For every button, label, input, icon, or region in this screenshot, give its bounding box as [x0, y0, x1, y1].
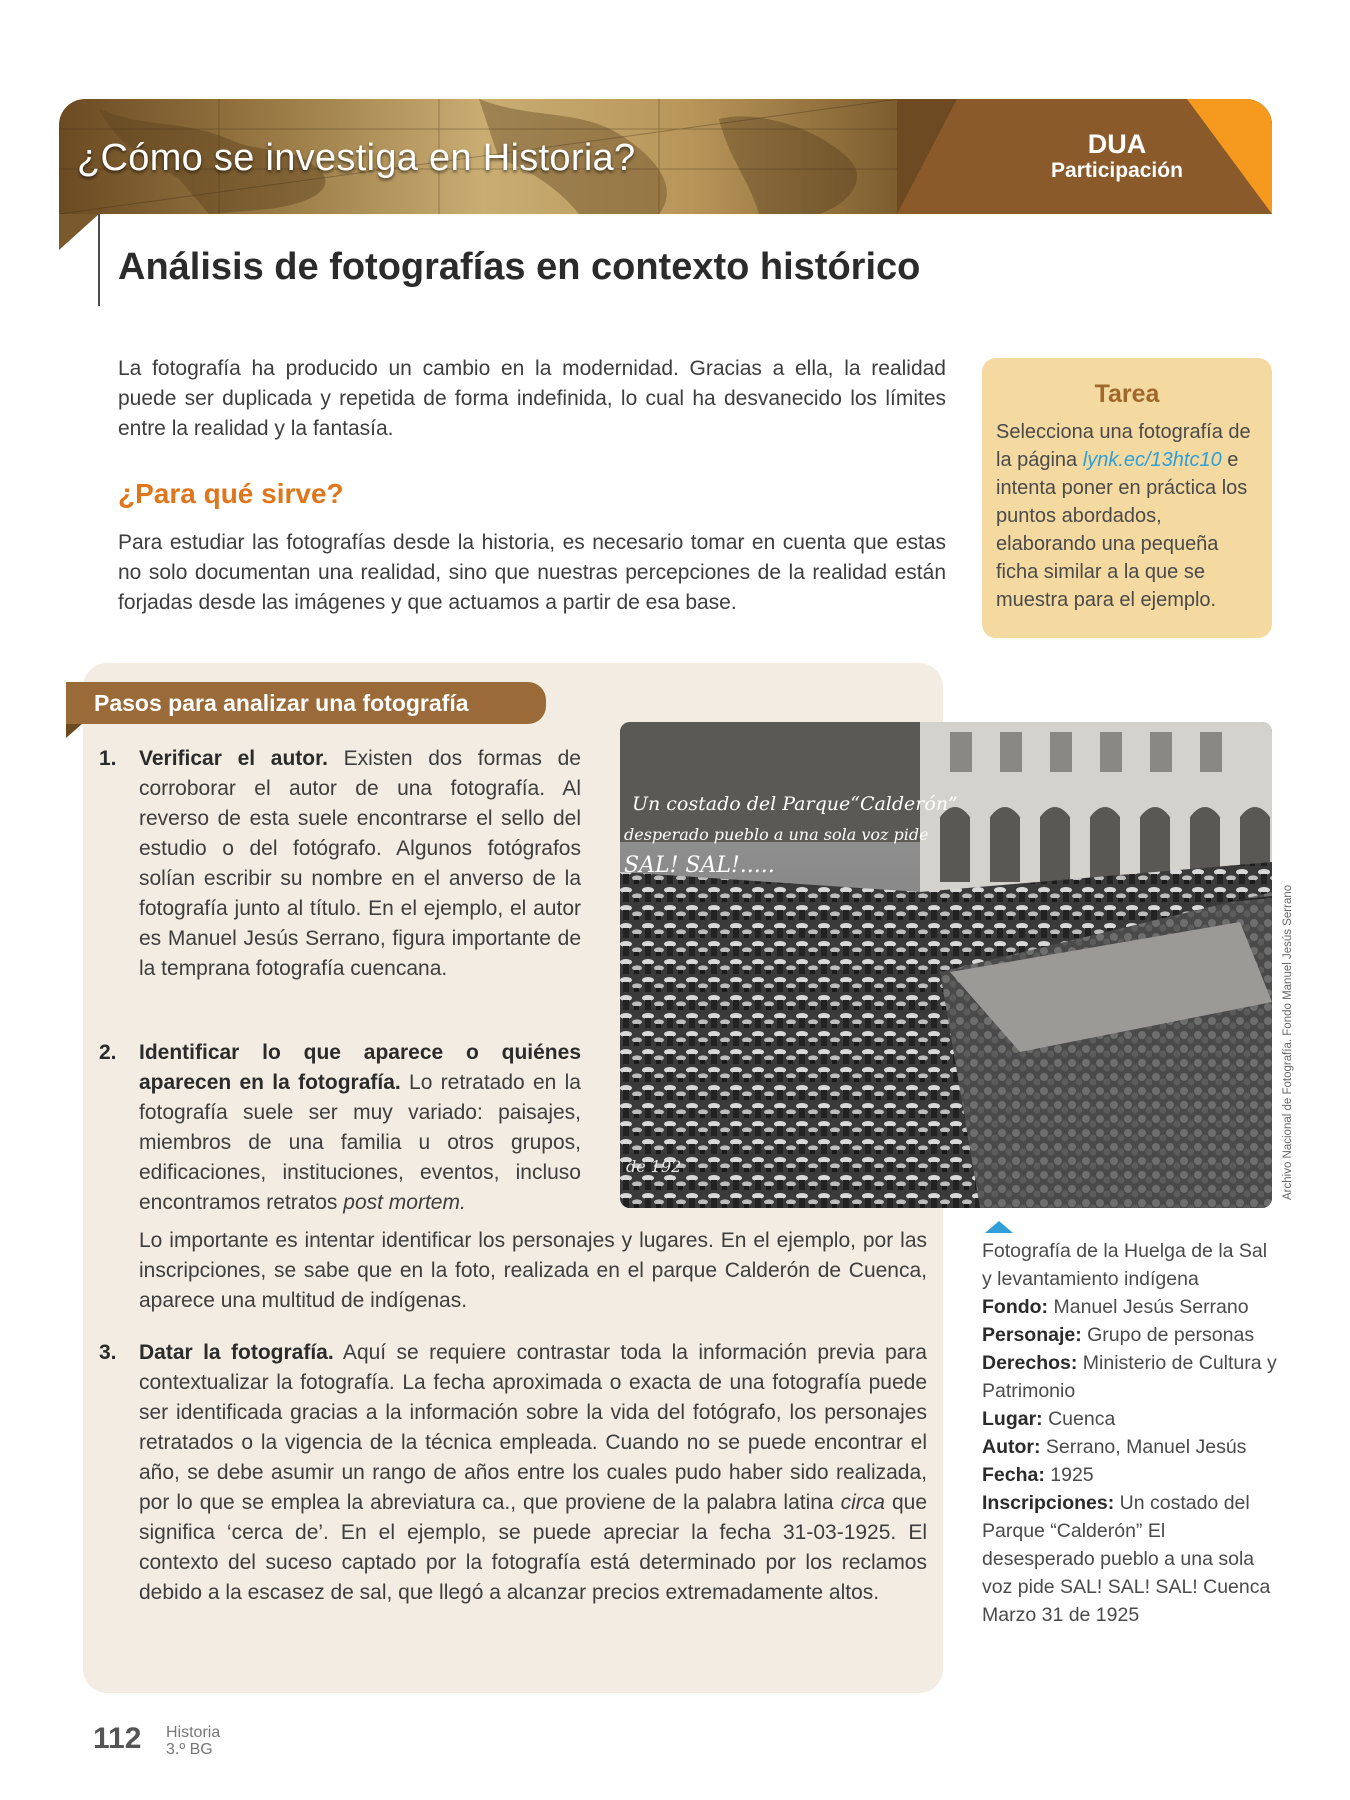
- step-number: 1.: [99, 747, 117, 770]
- step-text: Existen dos formas de corroborar el autor de una fotografía. Al reverso de esta suele encontrarse el sello del estudio o del fotógrafo. Algunos fotógrafos solían escribir su nombre en el anverso de la fotografía junto al título. En el ejemplo, el autor es Manuel Jesús Serrano, figura importante de la temprana fotografía cuencana.: [139, 747, 581, 980]
- caption-field: [982, 1321, 1277, 1349]
- caption-pointer-icon: [985, 1221, 1013, 1233]
- caption-field-value: Grupo de personas: [1081, 1324, 1255, 1346]
- step-text-italic: circa: [840, 1491, 885, 1514]
- caption-field-value: Serrano, Manuel Jesús: [1040, 1436, 1247, 1458]
- step-title: Datar la fotografía.: [139, 1341, 334, 1364]
- step-number: 2.: [99, 1041, 117, 1064]
- step-text: que significa ‘cerca de’. En el ejemplo, se puede apreciar la fecha 31-03-1925. El contexto del suceso captado por la fotografía está determinado por los reclamos debido a la escasez de sal, que llegó a alcanzar precios extremadamente altos.: [139, 1491, 928, 1604]
- caption-field: [982, 1433, 1277, 1461]
- caption-field: [982, 1349, 1277, 1405]
- caption-field-label: Personaje:: [982, 1324, 1082, 1346]
- photo-inscription-2: desperado pueblo a una sola voz pide: [624, 825, 929, 844]
- page-number: 112: [93, 1722, 142, 1755]
- caption-field: [982, 1461, 1277, 1489]
- caption-field-label: Fondo:: [982, 1296, 1049, 1318]
- banner-fold: [59, 214, 99, 250]
- task-text: [996, 418, 1264, 614]
- caption-field-label: Fecha:: [982, 1464, 1045, 1486]
- caption-field-label: Inscripciones:: [982, 1492, 1115, 1514]
- purpose-paragraph: Para estudiar las fotografías desde la historia, es necesario tomar en cuenta que estas no solo documentan una realidad, sino que nuestras percepciones de la realidad están forjadas desde las imágenes y que actuamos a partir de esa base.: [118, 531, 946, 614]
- caption-field-value: Ministerio de Cultura y Patrimonio: [982, 1352, 1277, 1402]
- caption-field: [982, 1405, 1277, 1433]
- caption-field-value: Manuel Jesús Serrano: [1048, 1296, 1249, 1318]
- task-text-before: Selecciona una fotografía de la página: [996, 421, 1251, 471]
- intro-paragraph: La fotografía ha producido un cambio en la modernidad. Gracias a ella, la realidad puede ser duplicada y repetida de forma indefinida, lo cual ha desvanecido los límites entre la realidad y la fantasía.: [118, 357, 946, 440]
- step-item: [99, 1338, 928, 1608]
- steps-label: Pasos para analizar una fotografía: [66, 682, 546, 724]
- dua-label: DUA: [1087, 129, 1147, 159]
- step-item: [99, 1038, 581, 1218]
- caption-field-label: Autor:: [982, 1436, 1041, 1458]
- caption-field-value: Un costado del Parque “Calderón” El desesperado pueblo a una sola voz pide SAL! SAL! SAL! Cuenca Marzo 31 de 1925: [982, 1492, 1271, 1626]
- caption-field: [982, 1293, 1277, 1321]
- task-link[interactable]: lynk.ec/13htc10: [1082, 449, 1222, 471]
- step-title: Identificar lo que aparece o quiénes aparecen en la fotografía.: [139, 1041, 581, 1094]
- photo-inscription-3: SAL! SAL!.....: [624, 853, 775, 878]
- title-divider: [98, 214, 100, 306]
- photo-caption: [982, 1237, 1277, 1629]
- step-continuation: Lo importante es intentar identificar los personajes y lugares. En el ejemplo, por las inscripciones, se sabe que en la foto, realizada en el parque Calderón de Cuenca, aparece una multitud de indígenas.: [139, 1229, 927, 1312]
- step-text-italic: post mortem.: [343, 1191, 466, 1214]
- step-title: Verificar el autor.: [139, 747, 328, 770]
- step-number: 3.: [99, 1341, 117, 1364]
- photo-inscription-1: Un costado del Parque“Calderón”: [632, 793, 958, 815]
- caption-field-value: Cuenca: [1042, 1408, 1116, 1430]
- caption-field-label: Lugar:: [982, 1408, 1043, 1430]
- purpose-heading: ¿Para qué sirve?: [118, 478, 344, 509]
- section-banner: [59, 99, 1272, 214]
- photo-illustration: [620, 722, 1272, 1208]
- footer-subject-name: Historia: [166, 1724, 221, 1741]
- dua-sub-label: Participación: [1051, 159, 1183, 182]
- photo-credit: Archivo Nacional de Fotografía. Fondo Manuel Jesús Serrano: [1282, 884, 1294, 1200]
- caption-field: [982, 1489, 1277, 1629]
- step-item: [99, 744, 581, 984]
- dua-badge: [897, 99, 1272, 214]
- task-text-after: e intenta poner en práctica los puntos abordados, elaborando una pequeña ficha similar a la que se muestra para el ejemplo.: [996, 449, 1248, 611]
- photo-inscription-4: de 192: [626, 1157, 682, 1176]
- historical-photo: [620, 722, 1272, 1208]
- caption-field-label: Derechos:: [982, 1352, 1078, 1374]
- footer-subject: [166, 1724, 220, 1758]
- step-text: Lo retratado en la fotografía suele ser muy variado: paisajes, miembros de una familia u otros grupos, edificaciones, instituciones, eventos, incluso encontramos retratos: [139, 1071, 581, 1214]
- caption-field-value: 1925: [1044, 1464, 1094, 1486]
- task-title: Tarea: [1094, 380, 1160, 408]
- page-title: Análisis de fotografías en contexto histórico: [118, 246, 921, 288]
- task-box: [982, 358, 1272, 638]
- section-title: ¿Cómo se investiga en Historia?: [77, 137, 636, 179]
- caption-intro: Fotografía de la Huelga de la Sal y levantamiento indígena: [982, 1240, 1268, 1290]
- steps-label-fold: [66, 724, 82, 738]
- footer-grade: 3.º BG: [166, 1741, 213, 1758]
- step-text: Aquí se requiere contrastar toda la información previa para contextualizar la fotografía. La fecha aproximada o exacta de una fotografía puede ser identificada gracias a la información sobre la vida del fotógrafo, los personajes retratados o la vigencia de la técnica empleada. Cuando no se puede encontrar el año, se debe asumir un rango de años entre los cuales pudo haber sido realizada, por lo que se emplea la abreviatura ca., que proviene de la palabra latina: [139, 1341, 927, 1514]
